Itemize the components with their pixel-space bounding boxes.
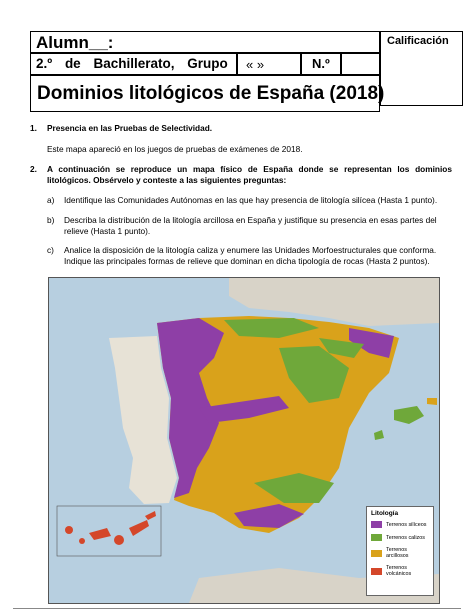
group-value: « » bbox=[246, 57, 265, 72]
legend-item bbox=[371, 521, 429, 528]
canary-gran-canaria bbox=[114, 535, 124, 545]
legend-swatch bbox=[371, 550, 382, 557]
subitem-c-text: Analice la disposición de la litología caliza y enumere las Unidades Morfoestructurales que conforma. Indique las principales formas de relieve que dominan en dicha tipología de rocas (Hasta 2 puntos). bbox=[64, 245, 437, 266]
question-2-number: 2. bbox=[30, 164, 37, 174]
legend-title: Litología bbox=[371, 510, 399, 517]
subitem-a-text: Identifique las Comunidades Autónomas en las que hay presencia de litología silícea (Hasta 1 punto). bbox=[64, 195, 438, 205]
legend-swatch bbox=[371, 568, 382, 575]
alumn-label: Alumn__: bbox=[36, 33, 114, 52]
legend-item bbox=[371, 547, 429, 559]
legend-item bbox=[371, 565, 429, 577]
question-2-text: A continuación se reproduce un mapa físico de España donde se representan los dominios litológicos. Obsérvelo y conteste a las siguientes preguntas: bbox=[47, 164, 452, 185]
legend-label: Terrenos volcánicos bbox=[386, 565, 412, 577]
footer-divider bbox=[13, 608, 461, 609]
canary-la-palma bbox=[65, 526, 73, 534]
subitem-a-label: a) bbox=[47, 195, 55, 205]
legend-label: Terrenos calizos bbox=[386, 534, 425, 541]
question-list bbox=[30, 123, 452, 273]
menorca bbox=[427, 398, 437, 405]
subitem-c-label: c) bbox=[47, 245, 54, 255]
subitem-b-label: b) bbox=[47, 215, 55, 225]
legend-swatch bbox=[371, 534, 382, 541]
course-label: 2.º de Bachillerato, Grupo bbox=[36, 56, 228, 71]
canary-el-hierro bbox=[79, 538, 85, 544]
question-1-note: Este mapa apareció en los juegos de pruebas de exámenes de 2018. bbox=[47, 144, 303, 154]
legend-swatch bbox=[371, 521, 382, 528]
legend-label: Terrenos silíceos bbox=[386, 521, 427, 528]
subitem-b-text: Describa la distribución de la litología arcillosa en España y justifique su presencia en esas partes del relieve (Hasta 1 punto). bbox=[64, 215, 437, 236]
question-1-text: Presencia en las Pruebas de Selectividad. bbox=[47, 123, 213, 133]
legend-item bbox=[371, 534, 429, 541]
map-legend bbox=[366, 506, 434, 596]
question-1-number: 1. bbox=[30, 123, 37, 133]
legend-items bbox=[371, 521, 429, 577]
number-label: N.º bbox=[312, 56, 330, 71]
page-title: Dominios litológicos de España (2018) bbox=[37, 83, 385, 104]
calificacion-label: Calificación bbox=[387, 35, 449, 47]
legend-label: Terrenos arcillosos bbox=[386, 547, 409, 559]
number-field[interactable] bbox=[341, 53, 380, 75]
lithology-map bbox=[48, 277, 440, 604]
